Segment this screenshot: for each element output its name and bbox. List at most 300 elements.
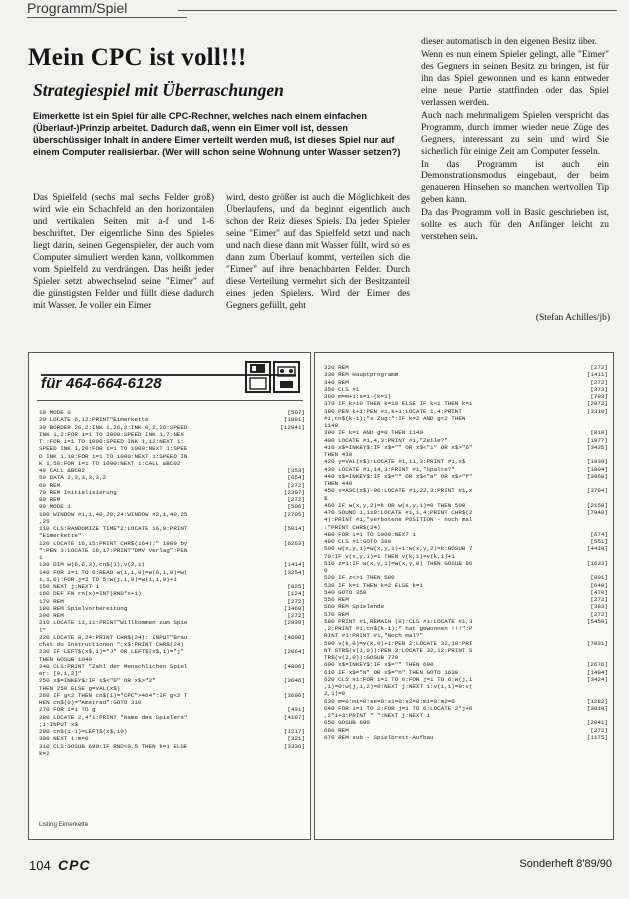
code-line xyxy=(324,727,608,734)
checksum xyxy=(604,480,608,487)
section-header xyxy=(0,0,629,18)
checksum xyxy=(301,438,305,445)
code-line xyxy=(39,735,305,742)
checksum: [648] xyxy=(590,581,608,589)
code-text: 360 m=m+1:s=1-(k=1) xyxy=(324,393,392,400)
code-text: l" xyxy=(39,626,47,634)
checksum xyxy=(301,460,305,467)
code-text: 280 LOCATE 2,4*i:PRINT "Name des Spielers" xyxy=(39,713,188,721)
code-line xyxy=(39,416,305,423)
code-line xyxy=(39,743,305,750)
checksum: [373] xyxy=(590,385,608,393)
code-line xyxy=(39,706,305,713)
checksum: [1217] xyxy=(283,728,305,735)
checksum: [3010] xyxy=(586,704,608,712)
code-text: 140 FOR i=1 TO 6:READ w(1,i,0)=w(6,i,0)=w( xyxy=(39,568,188,576)
code-text: 390 IF k=1 AND g=0 THEN 1140 xyxy=(324,429,423,437)
checksum: [272] xyxy=(590,378,608,386)
checksum: [353] xyxy=(287,467,305,474)
code-line xyxy=(39,554,305,561)
code-text: K 1,50:FOR i=1 TO 1000:NEXT 1:CALL &BC02 xyxy=(39,459,181,467)
code-line xyxy=(39,677,305,684)
code-line xyxy=(39,641,305,648)
code-line xyxy=(324,640,608,647)
section-rule xyxy=(178,10,617,11)
code-text: 350 CLS #1 xyxy=(324,385,360,393)
listing-caption: Listing Eimerkette xyxy=(39,821,89,828)
checksum: [2158] xyxy=(586,501,608,509)
code-text: THEN 410 xyxy=(324,451,353,458)
issue-label: Sonderheft 8'89/90 xyxy=(519,858,612,870)
code-line xyxy=(324,524,608,531)
code-line xyxy=(39,634,305,641)
magazine-logo: CPC xyxy=(58,857,91,873)
code-line xyxy=(324,654,608,661)
code-line xyxy=(39,728,305,735)
code-line xyxy=(324,408,608,415)
code-text: 420 y=VAL(x$):LOCATE #1,11,3:PRINT #1,x$ xyxy=(324,458,466,466)
checksum xyxy=(301,453,305,460)
code-text: 90 MODE 1 xyxy=(39,503,71,511)
code-text: TR$(v(2,0)):GOSUB 770 xyxy=(324,654,399,661)
checksum: [1977] xyxy=(586,436,608,444)
listing-header: für 464-664-6128 xyxy=(41,375,162,392)
code-text: #1,cn$(k-1);"s Zug:":IF k=2 AND g<2 THEN xyxy=(324,414,466,422)
code-line xyxy=(324,596,608,603)
checksum: [383] xyxy=(590,603,608,611)
checksum: [551] xyxy=(590,538,608,545)
code-text: ":PEN 3:LOCATE 16,17:PRINT"DMV Verlag":PEN xyxy=(39,546,188,554)
code-text: 660 REM xyxy=(324,726,349,734)
code-line xyxy=(324,705,608,712)
checksum: [3310] xyxy=(586,407,608,415)
code-text: 160 DEF FN rn(x)=INT(RND*x+1) xyxy=(39,590,142,598)
listing-panel-left xyxy=(28,352,311,840)
code-line xyxy=(39,503,305,510)
checksum: [1175] xyxy=(586,733,608,741)
code-text: 490 CLS #1:GOTO 380 xyxy=(324,538,392,545)
author-signature: (Stefan Achilles/jb) xyxy=(535,313,610,323)
code-line xyxy=(324,567,608,574)
code-line xyxy=(324,393,608,400)
code-text: 540 GOTO 350 xyxy=(324,588,367,596)
code-text: 570 REM xyxy=(324,610,349,618)
code-line xyxy=(324,734,608,741)
code-line xyxy=(39,467,305,474)
code-text: ,2*i+3:PRINT " ":NEXT j:NEXT i xyxy=(324,712,431,719)
code-line xyxy=(324,386,608,393)
code-text: 230 IF LEFT$(x$,1)="J" OR LEFT$(x$,1)="j" xyxy=(39,648,184,656)
checksum xyxy=(301,670,305,677)
code-text: 10 MODE 0 xyxy=(39,409,71,416)
code-line xyxy=(39,619,305,626)
code-line xyxy=(324,509,608,516)
checksum xyxy=(301,627,305,634)
code-line xyxy=(39,445,305,452)
code-text: 650 GOSUB 690 xyxy=(324,719,370,727)
code-text: 240 CLS:PRINT "Zahl der Menschlichen Spiel xyxy=(39,662,188,670)
code-text: 180 REM Spielvorbereitung xyxy=(39,604,128,612)
code-line xyxy=(39,540,305,547)
code-text: 70:IF v(x,y,1)=1 THEN v(k,1)=v(k,1)+1 xyxy=(324,552,455,560)
code-text: THEN 250 ELSE g=VAL(x$) xyxy=(39,684,121,692)
code-text: 250 x$=INKEY$:IF x$<"0" OR x$>"2" xyxy=(39,677,156,685)
section-underline xyxy=(27,17,187,18)
checksum: [272] xyxy=(287,612,305,619)
code-text: 600 x$=INKEY$:IF x$="" THEN 600 xyxy=(324,661,434,669)
checksum xyxy=(301,431,305,438)
code-text: 400 LOCATE #1,4,3:PRINT #1,"Zeile?" xyxy=(324,436,448,444)
checksum xyxy=(604,632,608,639)
code-line xyxy=(324,458,608,465)
code-line xyxy=(324,371,608,378)
checksum xyxy=(301,656,305,663)
code-text: k=2 xyxy=(39,749,50,757)
code-text: RINT #1:PRINT #1,"Noch mal?" xyxy=(324,632,423,640)
code-text: 110 CLS:RANDOMIZE TIME*2:LOCATE 16,9:PRINT xyxy=(39,525,188,532)
article-lead: Eimerkette ist ein Spiel für alle CPC-Rechner, welches nach einem einfachen (Überlauf-)Prinzip arbeitet. Dadurch daß, wenn ein Eimer voll ist, dessen überschüssiger Inhalt in andere Eimer verteilt werden muß, ist dieses Spiel nur auf einem Computer realisierbar. (Wer will schon seine Wohnung unter Wasser setzen?) xyxy=(33,111,401,157)
code-text: HEN cn$(0)="Amstrad":GOTO 310 xyxy=(39,699,142,706)
code-line xyxy=(324,545,608,552)
code-text: 520 IF z<>1 THEN 580 xyxy=(324,574,395,582)
code-text: $ xyxy=(324,494,328,502)
code-text: 510 z=1:IF w(x,y,1)=w(x,y,0) THEN GOSUB 86 xyxy=(324,559,473,567)
code-line xyxy=(39,714,305,721)
code-text: 590 v(k,0)=v(k,0)+1:PEN 2:LOCATE 32,10:PRI xyxy=(324,639,473,647)
code-text: NT STR$(v(1,0)):PEN 3:LOCATE 32,12:PRINT S xyxy=(324,646,473,654)
checksum: [272] xyxy=(287,481,305,489)
checksum xyxy=(604,712,608,719)
code-text: 30 BORDER 26,2:INK 1,26,2:INK 0,2,26:SPEED xyxy=(39,423,188,431)
checksum: [6263] xyxy=(283,539,305,547)
checksum xyxy=(301,532,305,539)
code-line xyxy=(39,685,305,692)
code-line xyxy=(39,612,305,619)
code-line xyxy=(39,670,305,677)
body-column-2 xyxy=(226,193,410,313)
body-paragraph: dieser automatisch in den eigenen Besitz über. xyxy=(421,37,597,47)
code-line xyxy=(324,495,608,502)
code-line xyxy=(39,663,305,670)
code-text: 370 IF k>10 THEN k=10 ELSE IF k<1 THEN k=1 xyxy=(324,400,473,408)
checksum xyxy=(604,451,608,458)
code-line xyxy=(39,424,305,431)
code-text: 630 m=0:mi=0:se=0:s1=0:s2=0:m1=0:m2=0 xyxy=(324,697,455,705)
code-text: 120 LOCATE 16,15:PRINT CHR$(164);" 1989 by xyxy=(39,539,188,547)
checksum: [507] xyxy=(287,409,305,416)
code-text: 50 DATA 2,3,3,3,3,2 xyxy=(39,474,107,482)
checksum: [1469] xyxy=(283,604,305,612)
checksum: [654] xyxy=(287,474,305,482)
code-line xyxy=(324,661,608,668)
code-text: 100 WINDOW #1,1,40,20,24:WINDOW #2,1,40,25 xyxy=(39,510,188,518)
code-text: 40 CALL &BC02 xyxy=(39,467,85,474)
checksum: [825] xyxy=(287,583,305,590)
checksum xyxy=(301,518,305,525)
code-line xyxy=(39,409,305,416)
code-text: 60 REM xyxy=(39,481,61,489)
code-line xyxy=(39,532,305,539)
checksum: [3424] xyxy=(586,675,608,683)
code-line xyxy=(324,719,608,726)
code-text: D INK 1,10:FOR i=1 TO 1000:NEXT 1:SPEED IN xyxy=(39,452,188,460)
checksum: [2676] xyxy=(586,661,608,669)
checksum xyxy=(301,685,305,692)
code-text: 310 CLS:GOSUB 690:IF RND<0.5 THEN k=1 ELSE xyxy=(39,742,188,750)
checksum xyxy=(301,721,305,728)
code-line xyxy=(324,582,608,589)
body-column-3 xyxy=(421,37,609,245)
code-text: "Eimerkette" xyxy=(39,532,82,540)
code-line xyxy=(324,473,608,480)
code-line xyxy=(324,690,608,697)
code-line xyxy=(39,511,305,518)
checksum: [1939] xyxy=(586,458,608,466)
checksum: [321] xyxy=(287,735,305,743)
code-text: i,1,0):FOR j=2 TO 5:w(j,i,0)=w(1,i,0)+1 xyxy=(39,575,177,583)
code-text: 470 SOUND 1,110:LOCATE #1,1,4:PRINT CHR$(2 xyxy=(324,509,473,516)
checksum: [5450] xyxy=(586,617,608,625)
code-text: 2,1)=0 xyxy=(324,690,346,698)
code-text: 170 REM xyxy=(39,597,64,605)
checksum xyxy=(604,553,608,560)
checksum: [2872] xyxy=(586,400,608,408)
checksum: [1804] xyxy=(586,465,608,473)
checksum xyxy=(301,699,305,706)
checksum xyxy=(604,495,608,502)
body-column-1 xyxy=(33,193,214,313)
code-line xyxy=(39,561,305,568)
checksum xyxy=(604,690,608,697)
code-line xyxy=(324,683,608,690)
code-text: 450 x=ASC(x$)-96:LOCATE #1,22,3:PRINT #1,x xyxy=(324,487,473,495)
divider xyxy=(37,400,303,401)
checksum xyxy=(604,516,608,523)
code-text: 480 FOR i=1 TO 1000:NEXT i xyxy=(324,530,416,538)
code-text: 70 REM Initialisierung xyxy=(39,488,117,496)
code-text: 210 LOCATE 11,11:PRINT"Willkommen zum Spie xyxy=(39,619,188,627)
code-text: 380 PEN k+1:PEN #1,k+1:LOCATE 1,4:PRINT xyxy=(324,407,462,415)
checksum xyxy=(604,422,608,429)
code-text: 1 xyxy=(39,554,43,561)
code-text: 530 IF k=1 THEN k=2 ELSE k=1 xyxy=(324,581,423,589)
code-line xyxy=(39,489,305,496)
checksum: [1282] xyxy=(586,697,608,705)
code-line xyxy=(39,453,305,460)
code-text: THEN GOSUB 1040 xyxy=(39,655,93,663)
checksum: [124] xyxy=(287,590,305,598)
checksum: [4107] xyxy=(283,713,305,721)
code-line xyxy=(39,721,305,728)
code-line xyxy=(324,560,608,567)
code-text: 340 REM xyxy=(324,378,349,386)
checksum: [2705] xyxy=(283,510,305,518)
checksum: [7031] xyxy=(586,639,608,647)
checksum: [2041] xyxy=(586,719,608,727)
code-line xyxy=(324,676,608,683)
checksum: [1411] xyxy=(586,371,608,379)
disk-icons xyxy=(245,361,301,400)
checksum xyxy=(301,641,305,648)
code-line xyxy=(324,451,608,458)
code-line xyxy=(324,669,608,676)
code-text: 550 REM xyxy=(324,596,349,603)
code-line xyxy=(39,648,305,655)
code-text: INK 1,2:FOR i=1 TO 2000:SPEED INK 1,7:NEX xyxy=(39,430,184,438)
code-line xyxy=(39,438,305,445)
code-line xyxy=(39,598,305,605)
code-line xyxy=(39,590,305,597)
checksum: [1414] xyxy=(283,561,305,569)
code-line xyxy=(324,632,608,639)
checksum: [4608] xyxy=(283,633,305,641)
checksum: [1494] xyxy=(586,668,608,676)
code-text: :"PRINT CHR$(24) xyxy=(324,523,381,531)
code-text: ,1)=0:w(j,i,2)=0:NEXT j:NEXT i:v(1,1)=0:v( xyxy=(324,683,473,690)
code-line xyxy=(324,444,608,451)
checksum: [4410] xyxy=(586,545,608,553)
checksum: [3794] xyxy=(586,487,608,495)
code-line xyxy=(39,474,305,481)
code-text: SPEED INK 1,20:FOR i=1 TO 1000:NEXT 1:SPEE xyxy=(39,445,188,453)
checksum: [7948] xyxy=(586,509,608,516)
code-text: ,25 xyxy=(39,517,50,525)
checksum: [2397] xyxy=(283,488,305,496)
code-text: 200 REM xyxy=(39,612,64,619)
code-line xyxy=(39,496,305,503)
code-text: 460 IF w(x,y,2)=k OR w(x,y,1)=0 THEN 500 xyxy=(324,501,466,509)
checksum: [801] xyxy=(590,574,608,582)
code-line xyxy=(324,379,608,386)
code-line xyxy=(324,516,608,523)
body-paragraph: Da das Programm voll in Basic geschrieben ist, sollte es auch für den Anfänger leicht zu verstehen sein. xyxy=(421,208,609,243)
checksum: [272] xyxy=(590,610,608,618)
code-line xyxy=(39,576,305,583)
code-line xyxy=(324,480,608,487)
code-line xyxy=(324,487,608,494)
checksum: [272] xyxy=(287,496,305,503)
code-text: 20 LOCATE 6,12:PRINT"Eimerkette xyxy=(39,416,149,424)
code-text: THEN 440 xyxy=(324,480,353,487)
floppy-disk-icon xyxy=(245,361,301,395)
code-line xyxy=(324,437,608,444)
code-line xyxy=(39,627,305,634)
checksum xyxy=(301,750,305,757)
code-line xyxy=(324,553,608,560)
checksum: [12941] xyxy=(280,423,305,431)
checksum: [272] xyxy=(590,596,608,603)
checksum: [5014] xyxy=(283,525,305,532)
checksum: [470] xyxy=(590,588,608,596)
code-line xyxy=(39,431,305,438)
code-text: ;i:INPUT x$ xyxy=(39,720,78,728)
section-label: Programm/Spiel xyxy=(27,0,128,16)
code-line xyxy=(39,583,305,590)
code-text: ,2:PRINT #1,cn$(k-1);" hat gewonnen !!!":P xyxy=(324,625,473,632)
code-line xyxy=(39,547,305,554)
code-listing-right xyxy=(324,364,608,741)
code-line xyxy=(39,692,305,699)
body-paragraph: Auch nach mehrmaligem Spielen verspricht das Programm, durch immer wieder neue Züge des Gegners, interessant zu sein und wird Sie sicherlich für einige Zeit am Computer fesseln. xyxy=(421,110,609,157)
checksum: [272] xyxy=(287,597,305,605)
code-line xyxy=(39,569,305,576)
body-paragraph: Wenn es nun einem Spieler gelingt, alle "Eimer" des Gegners in seinen Besitz zu bringen, ist für ihn das Spiel gewonnen und es kann entweder eine neue Partie stattfinden oder das Spiel verlassen werden. xyxy=(421,49,609,108)
checksum xyxy=(301,576,305,583)
checksum xyxy=(301,554,305,561)
code-line xyxy=(324,531,608,538)
code-text: 410 x$=INKEY$:IF x$="" OR x$<"1" OR x$>"6" xyxy=(324,443,473,451)
checksum xyxy=(604,524,608,531)
code-line xyxy=(324,611,608,618)
code-line xyxy=(324,364,608,371)
code-line xyxy=(324,712,608,719)
checksum: [272] xyxy=(590,364,608,371)
checksum: [1633] xyxy=(586,559,608,567)
checksum: [810] xyxy=(590,429,608,437)
checksum: [272] xyxy=(590,726,608,734)
code-text: 330 REM Hauptprogramm xyxy=(324,371,399,379)
code-text: 300 NEXT i:m=0 xyxy=(39,735,89,743)
code-text: 80 REM xyxy=(39,496,61,503)
code-text: 500 w(x,y,1)=w(x,y,1)+1:w(x,y,2)=k:GOSUB 7 xyxy=(324,545,473,553)
code-line xyxy=(39,460,305,467)
checksum: [3968] xyxy=(586,472,608,480)
code-text: 150 NEXT j:NEXT i xyxy=(39,583,100,590)
body-paragraph: In das Programm ist auch ein Demonstrationsmodus eingebaut, der beim genaueren Hinsehen so manchen wertvollen Tip geben kann. xyxy=(421,159,609,206)
checksum xyxy=(301,547,305,554)
code-line xyxy=(324,574,608,581)
code-text: 130 DIM w(6,6,3),cn$(1),v(2,1) xyxy=(39,561,146,569)
checksum: [2939] xyxy=(283,619,305,627)
checksum xyxy=(604,683,608,690)
code-text: chst du Instructionen ";x$:PRINT CHR$(24) xyxy=(39,641,184,648)
listing-panel-right xyxy=(314,352,614,840)
code-line xyxy=(39,482,305,489)
body-paragraph: Das Spielfeld (sechs mal sechs Felder groß) wird wie ein Schachfeld an den horizontalen und vertikalen Seiten mit a-f und 1-6 beschriftet. Der eigentliche Sinn des Spieles liegt darin, seinen Gegenspieler, der auch vom Computer simuliert werden kann, vollkommen vom Spielfeld zu verdrängen. Das heißt jeder Spieler setzt abwechselnd seine "Eimer" auf die günstigsten Felder und füllt diese dadurch mit Wasser. Je voller ein Eimer xyxy=(33,193,214,311)
checksum: [2064] xyxy=(283,648,305,656)
code-line xyxy=(39,656,305,663)
code-line xyxy=(39,750,305,757)
code-text: 0 xyxy=(324,567,328,574)
code-text: 260 IF g<2 THEN cn$(1)="CPC">464":IF g<2 T xyxy=(39,691,188,699)
page-number: 104 xyxy=(29,858,51,873)
code-line xyxy=(39,699,305,706)
code-text: er: [0,1,2]" xyxy=(39,670,82,677)
checksum xyxy=(604,415,608,422)
code-listing-left xyxy=(39,409,305,757)
checksum xyxy=(604,625,608,632)
checksum xyxy=(604,567,608,574)
code-line xyxy=(324,589,608,596)
checksum: [1881] xyxy=(283,416,305,424)
code-text: 610 IF x$="N" OR x$="n" THEN GOTO 1630 xyxy=(324,668,459,676)
body-paragraph: wird, desto größer ist auch die Möglichkeit des Überlaufens, und da beginnt eigentlich auch schon der Reiz dieses Spiels. Da jeder Spieler seine "Eimer" auf das Spielfeld setzt und nach und nach diese dann mit Wasser füllt, wird so es dann zum Überlauf kommt, verteilen sich die "Eimer" auf ihre benachbarten Felder. Durch diese Verteilung vermehrt sich der Besitzanteil eines jeden Spielers. Wird der Eimer des Gegners gefüllt, geht xyxy=(226,193,410,311)
checksum: [674] xyxy=(590,530,608,538)
checksum: [506] xyxy=(287,503,305,511)
checksum: [3435] xyxy=(586,443,608,451)
code-text: 1140 xyxy=(324,422,339,429)
code-text: 620 CLS #1:FOR i=1 TO 6:FOR j=1 TO 6:w(j,i xyxy=(324,675,473,683)
code-text: 220 LOCATE 8,24:PRINT CHR$(24): INPUT"Brau xyxy=(39,633,188,641)
code-line xyxy=(39,518,305,525)
code-line xyxy=(324,429,608,436)
code-text: 580 PRINT #1,REMAIN (0):CLS #1:LOCATE #1,3 xyxy=(324,617,473,625)
code-line xyxy=(324,422,608,429)
code-line xyxy=(39,605,305,612)
checksum: [3336] xyxy=(283,742,305,750)
code-line xyxy=(324,415,608,422)
checksum: [793] xyxy=(590,393,608,400)
